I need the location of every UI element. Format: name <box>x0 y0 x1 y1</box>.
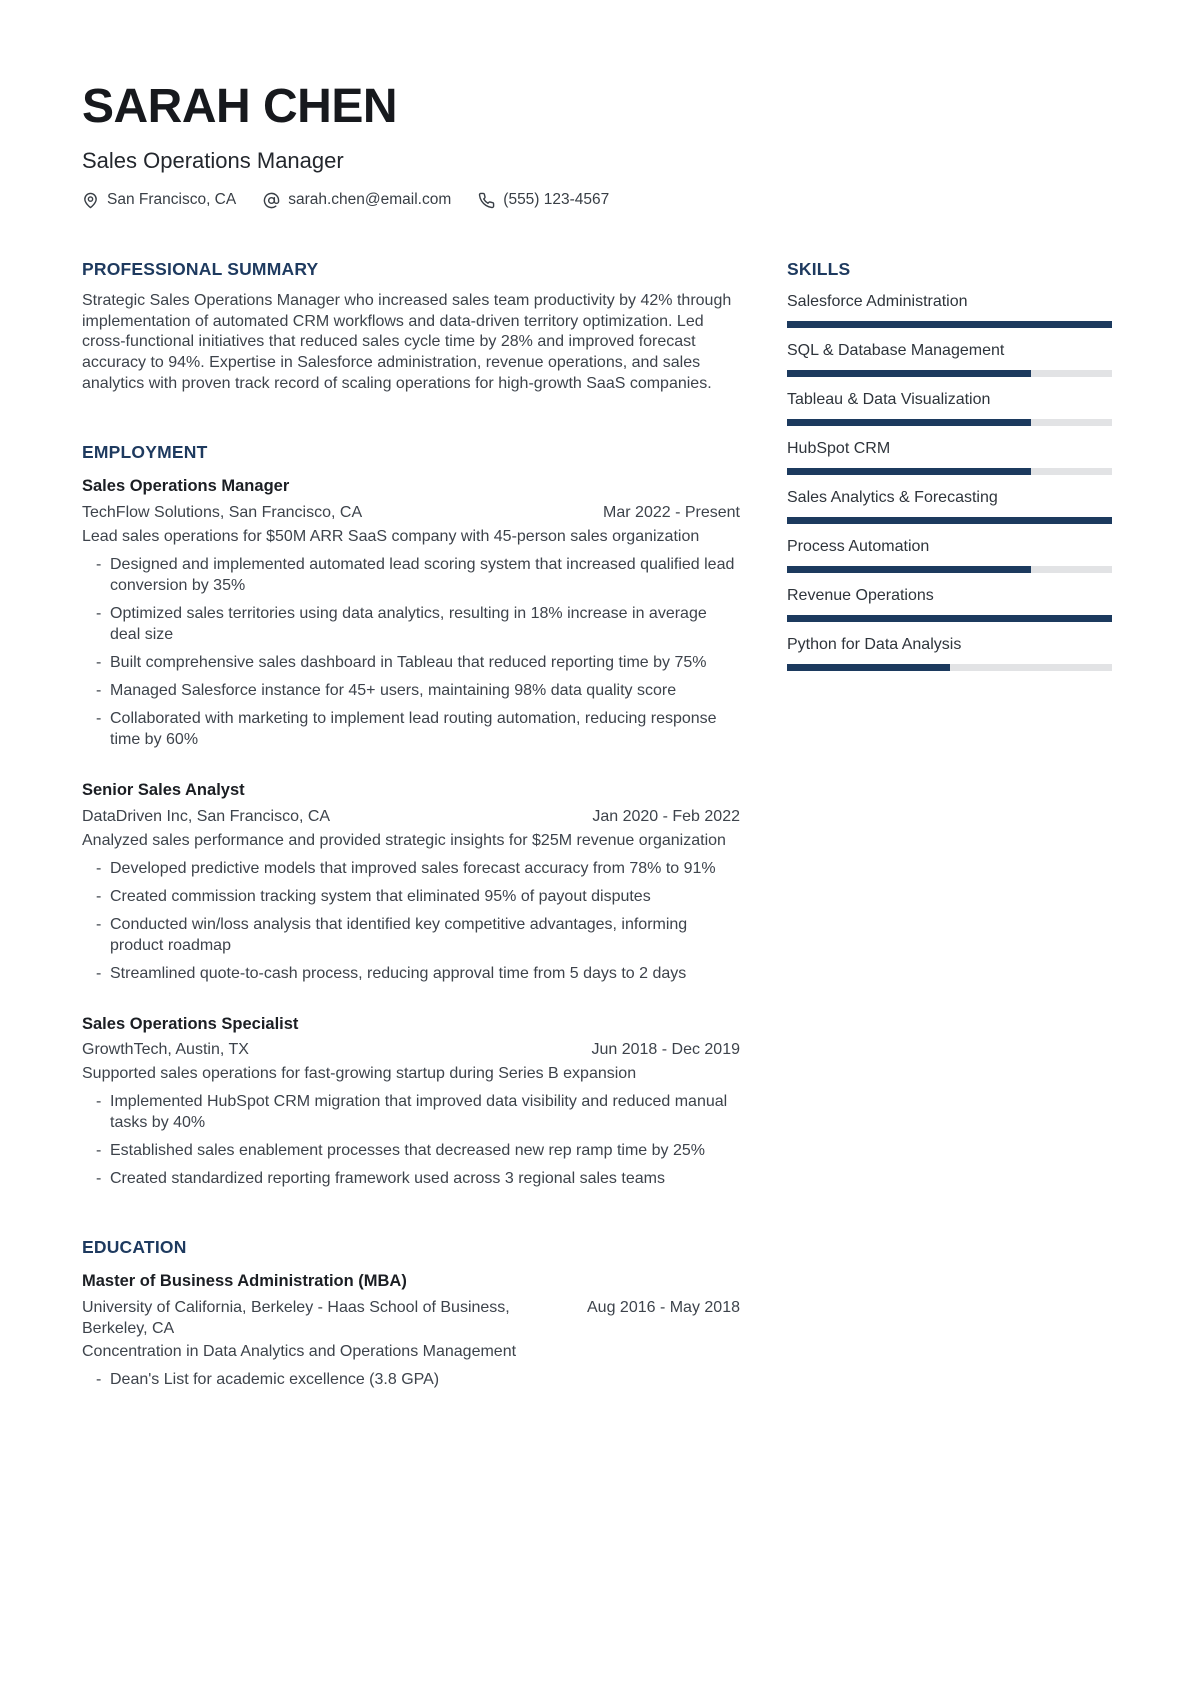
skill-bar-fill <box>787 566 1031 573</box>
skill-item <box>787 341 1112 377</box>
bullet-dash-marker: - <box>96 1370 102 1388</box>
skill-label: SQL & Database Management <box>787 342 1005 360</box>
summary-text: Strategic Sales Operations Manager who increased sales team productivity by 42% through implementation of automated CRM workflows and data-driven territory optimization. Led cross-functional initiatives that reduced sales cycle time by 28% and improved forecast accuracy to 94%. Expertise in Salesforce administration, revenue operations, and sales analytics with proven track record of scaling operations for high-growth SaaS companies. <box>82 292 732 392</box>
bullet-item <box>82 603 740 645</box>
summary-section <box>82 259 740 394</box>
job-company: TechFlow Solutions, San Francisco, CA <box>82 503 363 521</box>
bullet-dash-marker: - <box>96 1170 102 1188</box>
skill-item <box>787 292 1112 328</box>
contact-text: San Francisco, CA <box>107 191 237 209</box>
job-title: Sales Operations Specialist <box>82 1014 299 1033</box>
education-section <box>82 1237 740 1390</box>
contact-text: sarah.chen@email.com <box>288 191 452 209</box>
bullet-dash-marker: - <box>96 709 102 727</box>
job-dates: Mar 2022 - Present <box>603 503 740 521</box>
education-school: University of California, Berkeley - Haas School of Business, Berkeley, CA <box>82 1298 510 1337</box>
skill-list <box>787 292 1112 671</box>
skill-bar-fill <box>787 419 1031 426</box>
skills-sidebar <box>787 259 1112 1390</box>
bullet-item <box>82 652 740 673</box>
skill-bar-fill <box>787 370 1031 377</box>
at-sign-icon <box>263 192 280 209</box>
bullet-item <box>82 708 740 750</box>
bullet-item <box>82 1369 740 1390</box>
bullet-text: Built comprehensive sales dashboard in Tableau that reduced reporting time by 75% <box>110 653 707 671</box>
job-entry <box>82 1014 740 1190</box>
education-detail: Concentration in Data Analytics and Operations Management <box>82 1342 517 1360</box>
education-dates: Aug 2016 - May 2018 <box>587 1298 740 1316</box>
contact-text: (555) 123-4567 <box>503 191 610 209</box>
job-title: Senior Sales Analyst <box>82 780 245 799</box>
job-summary: Analyzed sales performance and provided strategic insights for $25M revenue organization <box>82 831 726 849</box>
job-company: GrowthTech, Austin, TX <box>82 1041 249 1059</box>
skill-bar-fill <box>787 321 1112 328</box>
skill-bar-track <box>787 566 1112 573</box>
bullet-dash-marker: - <box>96 653 102 671</box>
bullet-dash-marker: - <box>96 1093 102 1111</box>
skills-heading: SKILLS <box>787 259 851 280</box>
bullet-item <box>82 554 740 596</box>
skill-label: Sales Analytics & Forecasting <box>787 489 998 507</box>
bullet-dash-marker: - <box>96 555 102 573</box>
resume-header <box>82 80 1112 209</box>
contact-item <box>263 191 451 209</box>
job-summary: Lead sales operations for $50M ARR SaaS company with 45-person sales organization <box>82 527 700 545</box>
skill-bar-track <box>787 370 1112 377</box>
bullet-text: Conducted win/loss analysis that identified key competitive advantages, informing product roadmap <box>110 915 688 954</box>
bullet-item <box>82 1140 740 1161</box>
skill-label: HubSpot CRM <box>787 440 891 458</box>
bullet-item <box>82 1091 740 1133</box>
skill-bar-track <box>787 664 1112 671</box>
content-columns <box>82 259 1112 1390</box>
location-pin-icon <box>82 192 99 209</box>
job-dates: Jun 2018 - Dec 2019 <box>591 1041 740 1059</box>
bullet-dash-marker: - <box>96 604 102 622</box>
person-title: Sales Operations Manager <box>82 147 344 173</box>
degree-title: Master of Business Administration (MBA) <box>82 1272 407 1291</box>
skill-label: Salesforce Administration <box>787 293 968 311</box>
bullet-text: Optimized sales territories using data analytics, resulting in 18% increase in average deal size <box>110 604 707 643</box>
job-entry <box>82 476 740 750</box>
skill-bar-track <box>787 468 1112 475</box>
bullet-text: Managed Salesforce instance for 45+ users, maintaining 98% data quality score <box>110 681 677 699</box>
bullet-dash-marker: - <box>96 1142 102 1160</box>
bullet-item <box>82 963 740 984</box>
job-summary: Supported sales operations for fast-growing startup during Series B expansion <box>82 1065 637 1083</box>
skill-bar-track <box>787 321 1112 328</box>
skill-item <box>787 586 1112 622</box>
bullet-dash-marker: - <box>96 681 102 699</box>
bullet-dash-marker: - <box>96 887 102 905</box>
bullet-text: Implemented HubSpot CRM migration that improved data visibility and reduced manual tasks by 40% <box>110 1093 728 1132</box>
skill-bar-fill <box>787 468 1031 475</box>
skill-item <box>787 439 1112 475</box>
skill-bar-track <box>787 517 1112 524</box>
bullet-text: Designed and implemented automated lead scoring system that increased qualified lead conversion by 35% <box>110 555 735 594</box>
skill-label: Revenue Operations <box>787 587 934 605</box>
person-name: SARAH CHEN <box>82 80 398 133</box>
skill-bar-track <box>787 419 1112 426</box>
job-bullets <box>82 554 740 750</box>
bullet-text: Created standardized reporting framework used across 3 regional sales teams <box>110 1170 665 1188</box>
skill-item <box>787 635 1112 671</box>
job-company: DataDriven Inc, San Francisco, CA <box>82 807 331 825</box>
education-bullets <box>82 1369 740 1390</box>
job-title: Sales Operations Manager <box>82 477 290 496</box>
bullet-item <box>82 858 740 879</box>
bullet-item <box>82 886 740 907</box>
bullet-item <box>82 680 740 701</box>
contact-row <box>82 191 1112 209</box>
employment-section <box>82 442 740 1189</box>
bullet-text: Established sales enablement processes that decreased new rep ramp time by 25% <box>110 1142 705 1160</box>
job-bullets <box>82 1091 740 1189</box>
bullet-text: Streamlined quote-to-cash process, reducing approval time from 5 days to 2 days <box>110 964 687 982</box>
bullet-dash-marker: - <box>96 964 102 982</box>
bullet-item <box>82 1168 740 1189</box>
skill-bar-fill <box>787 615 1112 622</box>
job-entry <box>82 780 740 984</box>
job-list <box>82 476 740 1189</box>
bullet-text: Developed predictive models that improved sales forecast accuracy from 78% to 91% <box>110 859 716 877</box>
skill-item <box>787 537 1112 573</box>
bullet-item <box>82 914 740 956</box>
skill-bar-fill <box>787 664 950 671</box>
bullet-text: Dean's List for academic excellence (3.8 GPA) <box>110 1370 440 1388</box>
skill-label: Process Automation <box>787 538 930 556</box>
skill-bar-track <box>787 615 1112 622</box>
job-dates: Jan 2020 - Feb 2022 <box>592 807 740 825</box>
skill-label: Python for Data Analysis <box>787 636 962 654</box>
skill-item <box>787 390 1112 426</box>
skill-bar-fill <box>787 517 1112 524</box>
contact-item <box>478 191 609 209</box>
phone-icon <box>478 192 495 209</box>
bullet-dash-marker: - <box>96 915 102 933</box>
skill-item <box>787 488 1112 524</box>
bullet-dash-marker: - <box>96 859 102 877</box>
bullet-text: Collaborated with marketing to implement lead routing automation, reducing response time by 60% <box>110 709 717 748</box>
job-bullets <box>82 858 740 984</box>
education-heading: EDUCATION <box>82 1237 187 1258</box>
employment-heading: EMPLOYMENT <box>82 442 208 463</box>
summary-heading: PROFESSIONAL SUMMARY <box>82 259 319 280</box>
main-column <box>82 259 740 1390</box>
bullet-text: Created commission tracking system that eliminated 95% of payout disputes <box>110 887 651 905</box>
contact-item <box>82 191 236 209</box>
skill-label: Tableau & Data Visualization <box>787 391 991 409</box>
